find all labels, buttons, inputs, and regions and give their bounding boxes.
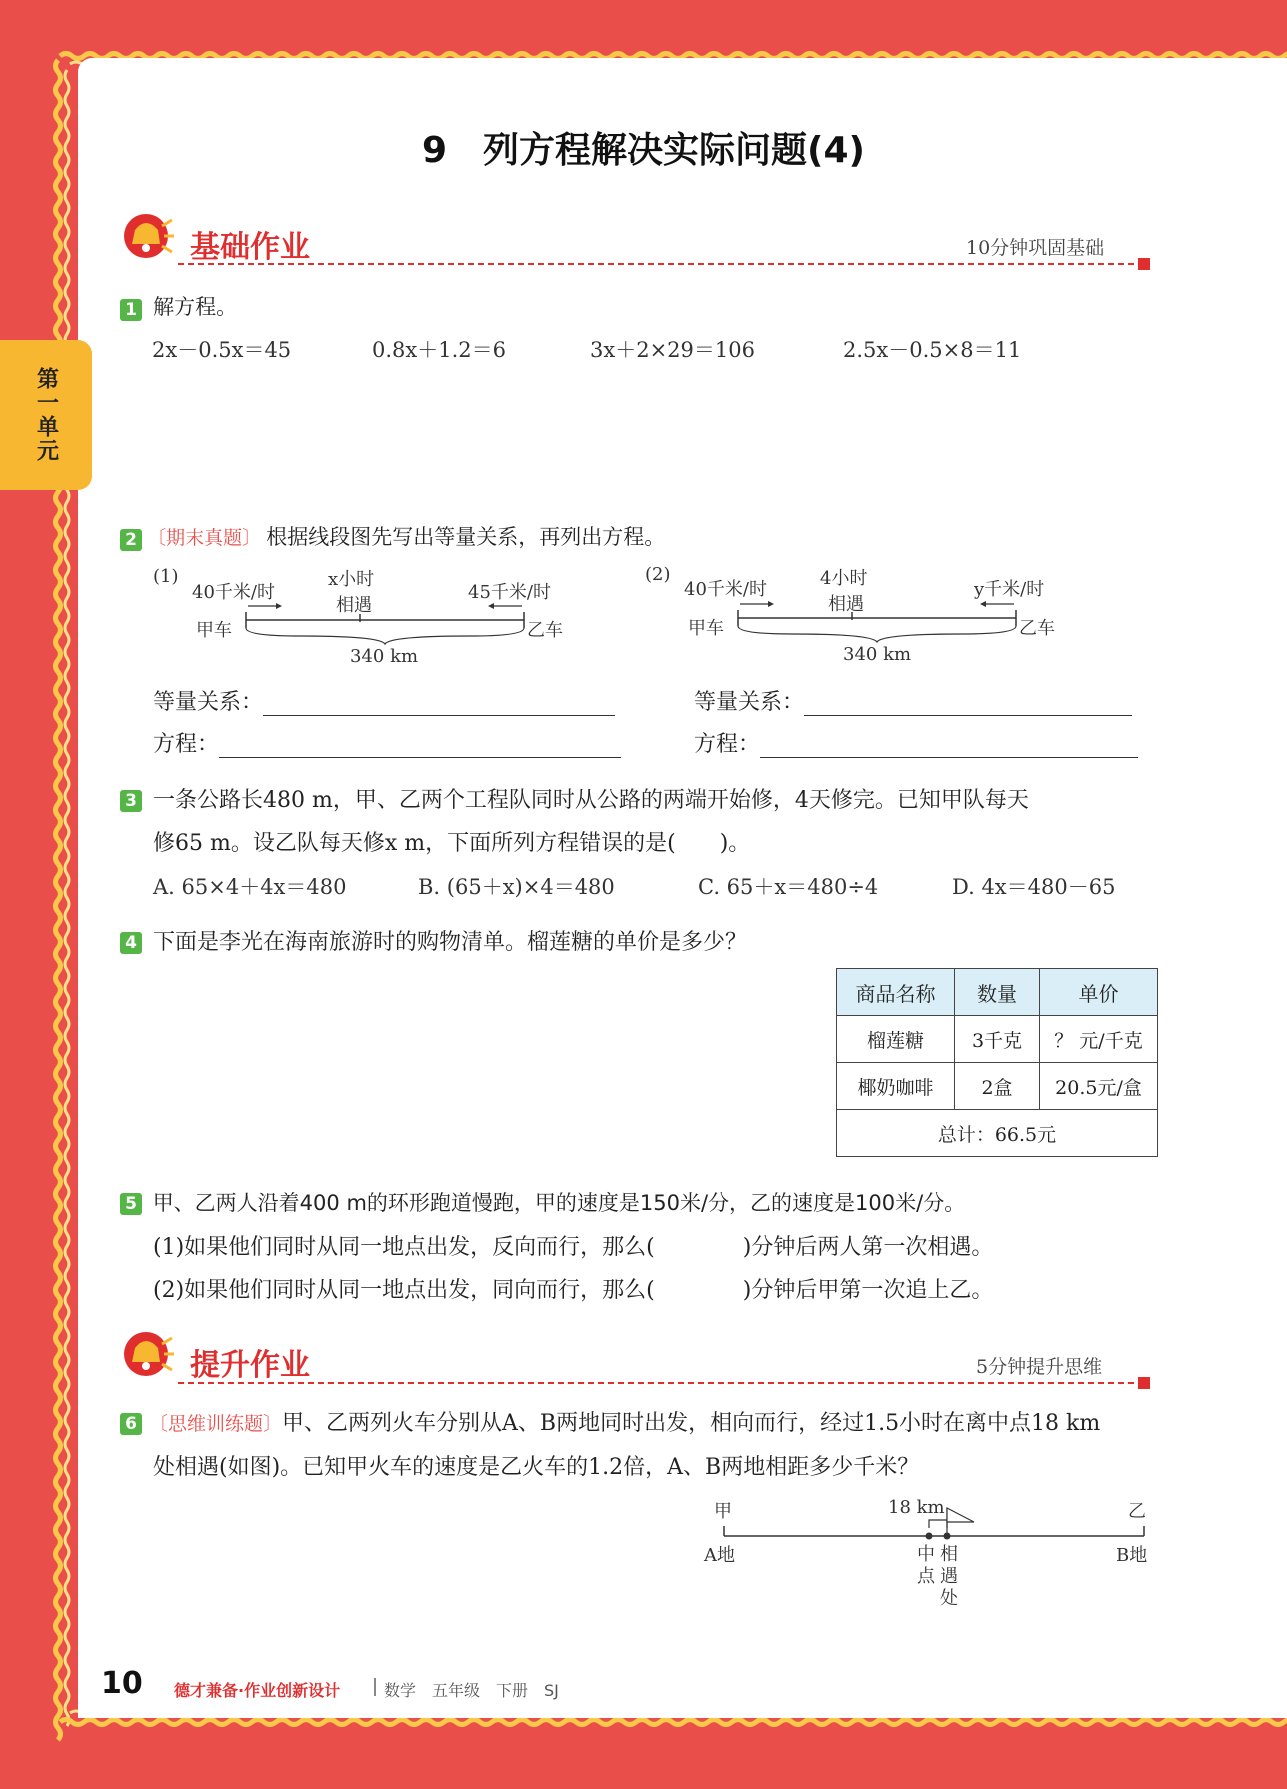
section-divider-basic <box>178 263 1144 265</box>
shopping-list-table <box>836 968 1158 1157</box>
page-number: 10 <box>101 1666 143 1701</box>
relation-answer-line-2[interactable] <box>804 695 1132 716</box>
footer-brand: 德才兼备·作业创新设计 <box>174 1681 341 1700</box>
diagram-2-right-speed: y千米/时 <box>974 579 1045 600</box>
question-text-line2: 修65 m。设乙队每天修x m，下面所列方程错误的是( )。 <box>153 831 751 856</box>
equation-label: 方程： <box>694 732 761 757</box>
option-d: D. 4x＝480－65 <box>952 875 1116 899</box>
equation-answer-line-1[interactable] <box>219 737 621 758</box>
bell-icon <box>118 1326 176 1382</box>
question-text-line1: 一条公路长480 m，甲、乙两个工程队同时从公路的两端开始修，4天修完。已知甲队每天 <box>153 788 1029 813</box>
question-tag: 〔期末真题〕 <box>147 527 262 549</box>
question-number: 2 <box>120 529 142 551</box>
table-row <box>837 1063 1158 1110</box>
footer-info: 数学 五年级 下册 SJ <box>384 1681 559 1700</box>
question-3 <box>120 783 1160 814</box>
section-divider-advanced <box>178 1382 1144 1384</box>
question-4 <box>120 925 747 956</box>
section-hint-advanced: 5分钟提升思维 <box>976 1356 1103 1378</box>
equation-row-2 <box>694 727 1138 758</box>
question-text: 甲、乙两人沿着400 m的环形跑道慢跑，甲的速度是150米/分，乙的速度是100米/分。 <box>152 1191 966 1215</box>
diagram-1-right-name: 乙车 <box>527 620 563 641</box>
diagram-2-left-name: 甲车 <box>688 618 724 639</box>
section-heading-advanced: 提升作业 <box>190 1348 310 1383</box>
section-heading-basic: 基础作业 <box>190 230 310 265</box>
divider-end-marker <box>1138 1377 1150 1389</box>
diagram-2-segment <box>732 598 1022 644</box>
question-text: 解方程。 <box>153 295 238 319</box>
diagram-gap-label: 18 km <box>888 1497 945 1518</box>
question-number: 5 <box>120 1193 142 1215</box>
question-text-line2: 处相遇(如图)。已知甲火车的速度是乙火车的1.2倍，A、B两地相距多少千米？ <box>153 1455 920 1480</box>
diagram-left-bottom: A地 <box>704 1545 735 1566</box>
diagram-1-middle-top: x小时 <box>328 569 375 590</box>
option-b: B. (65＋x)×4＝480 <box>418 875 615 899</box>
diagram-1-right-speed: 45千米/时 <box>468 582 551 603</box>
diagram-right-bottom: B地 <box>1116 1545 1148 1566</box>
diagram-meet-label: 相遇处 <box>940 1544 958 1609</box>
table-cell: 20.5元/盒 <box>1040 1063 1158 1110</box>
section-hint-basic: 10分钟巩固基础 <box>966 237 1105 259</box>
diagram-2-left-speed: 40千米/时 <box>684 579 767 600</box>
question-1 <box>120 291 237 321</box>
question-5-sub-2: (2)如果他们同时从同一地点出发，同向而行，那么( )分钟后甲第一次追上乙。 <box>153 1278 994 1303</box>
diagram-1-left-speed: 40千米/时 <box>192 582 275 603</box>
relation-label: 等量关系： <box>153 690 264 715</box>
diagram-1-label: (1) <box>153 566 179 587</box>
diagram-mid-label: 中点 <box>917 1544 935 1587</box>
table-total: 总计：66.5元 <box>837 1110 1158 1157</box>
table-header-cell: 商品名称 <box>837 969 955 1016</box>
table-cell: 椰奶咖啡 <box>837 1063 955 1110</box>
relation-row-2 <box>694 685 1132 716</box>
question-2 <box>120 521 665 551</box>
option-c: C. 65＋x＝480÷4 <box>698 875 879 899</box>
table-cell: 榴莲糖 <box>837 1016 955 1063</box>
diagram-right-top: 乙 <box>1128 1501 1146 1522</box>
q6-distance-diagram <box>714 1506 1154 1546</box>
question-6 <box>120 1406 1170 1437</box>
table-header-row <box>837 969 1158 1016</box>
diagram-left-top: 甲 <box>714 1501 732 1522</box>
footer-divider <box>374 1678 376 1696</box>
question-number: 4 <box>120 932 142 954</box>
diagram-2-right-name: 乙车 <box>1019 618 1055 639</box>
table-header-cell: 单价 <box>1040 969 1158 1016</box>
equation-4: 2.5x－0.5×8＝11 <box>843 338 1022 362</box>
equation-2: 0.8x＋1.2＝6 <box>372 338 506 362</box>
diagram-2-label: (2) <box>645 564 671 585</box>
equation-3: 3x＋2×29＝106 <box>590 338 755 362</box>
divider-end-marker <box>1138 258 1150 270</box>
question-number: 3 <box>120 790 142 812</box>
table-row <box>837 1016 1158 1063</box>
unit-side-tab-label: 第一单元 <box>33 367 59 463</box>
unit-side-tab <box>0 340 92 490</box>
equation-answer-line-2[interactable] <box>760 737 1138 758</box>
diagram-1-left-name: 甲车 <box>196 620 232 641</box>
bell-icon <box>118 208 176 264</box>
question-number: 1 <box>120 299 142 321</box>
question-text-line1: 甲、乙两列火车分别从A、B两地同时出发，相向而行，经过1.5小时在离中点18 km <box>282 1411 1101 1436</box>
equation-row-1 <box>153 727 621 758</box>
diagram-1-distance: 340 km <box>350 646 419 667</box>
question-text: 下面是李光在海南旅游时的购物清单。榴莲糖的单价是多少？ <box>153 930 748 955</box>
option-a: A. 65×4＋4x＝480 <box>153 875 347 899</box>
question-5 <box>120 1187 965 1217</box>
diagram-1-middle-bottom: 相遇 <box>336 595 372 616</box>
diagram-2-middle-bottom: 相遇 <box>828 594 864 615</box>
question-text: 根据线段图先写出等量关系，再列出方程。 <box>266 525 666 549</box>
equation-1: 2x－0.5x＝45 <box>152 338 292 362</box>
table-cell: ？ 元/千克 <box>1040 1016 1158 1063</box>
table-cell: 3千克 <box>955 1016 1040 1063</box>
question-tag: 〔思维训练题〕 <box>149 1413 283 1435</box>
table-cell: 2盒 <box>955 1063 1040 1110</box>
equation-label: 方程： <box>153 732 220 757</box>
relation-label: 等量关系： <box>694 690 805 715</box>
table-header-cell: 数量 <box>955 969 1040 1016</box>
question-number: 6 <box>120 1413 142 1435</box>
relation-row-1 <box>153 685 615 716</box>
diagram-2-middle-top: 4小时 <box>820 568 868 589</box>
table-total-row <box>837 1110 1158 1157</box>
relation-answer-line-1[interactable] <box>263 695 615 716</box>
diagram-2-distance: 340 km <box>843 644 912 665</box>
page-title: 9 列方程解决实际问题(4) <box>421 130 865 171</box>
diagram-1-segment <box>240 600 530 646</box>
question-5-sub-1: (1)如果他们同时从同一地点出发，反向而行，那么( )分钟后两人第一次相遇。 <box>153 1235 994 1260</box>
